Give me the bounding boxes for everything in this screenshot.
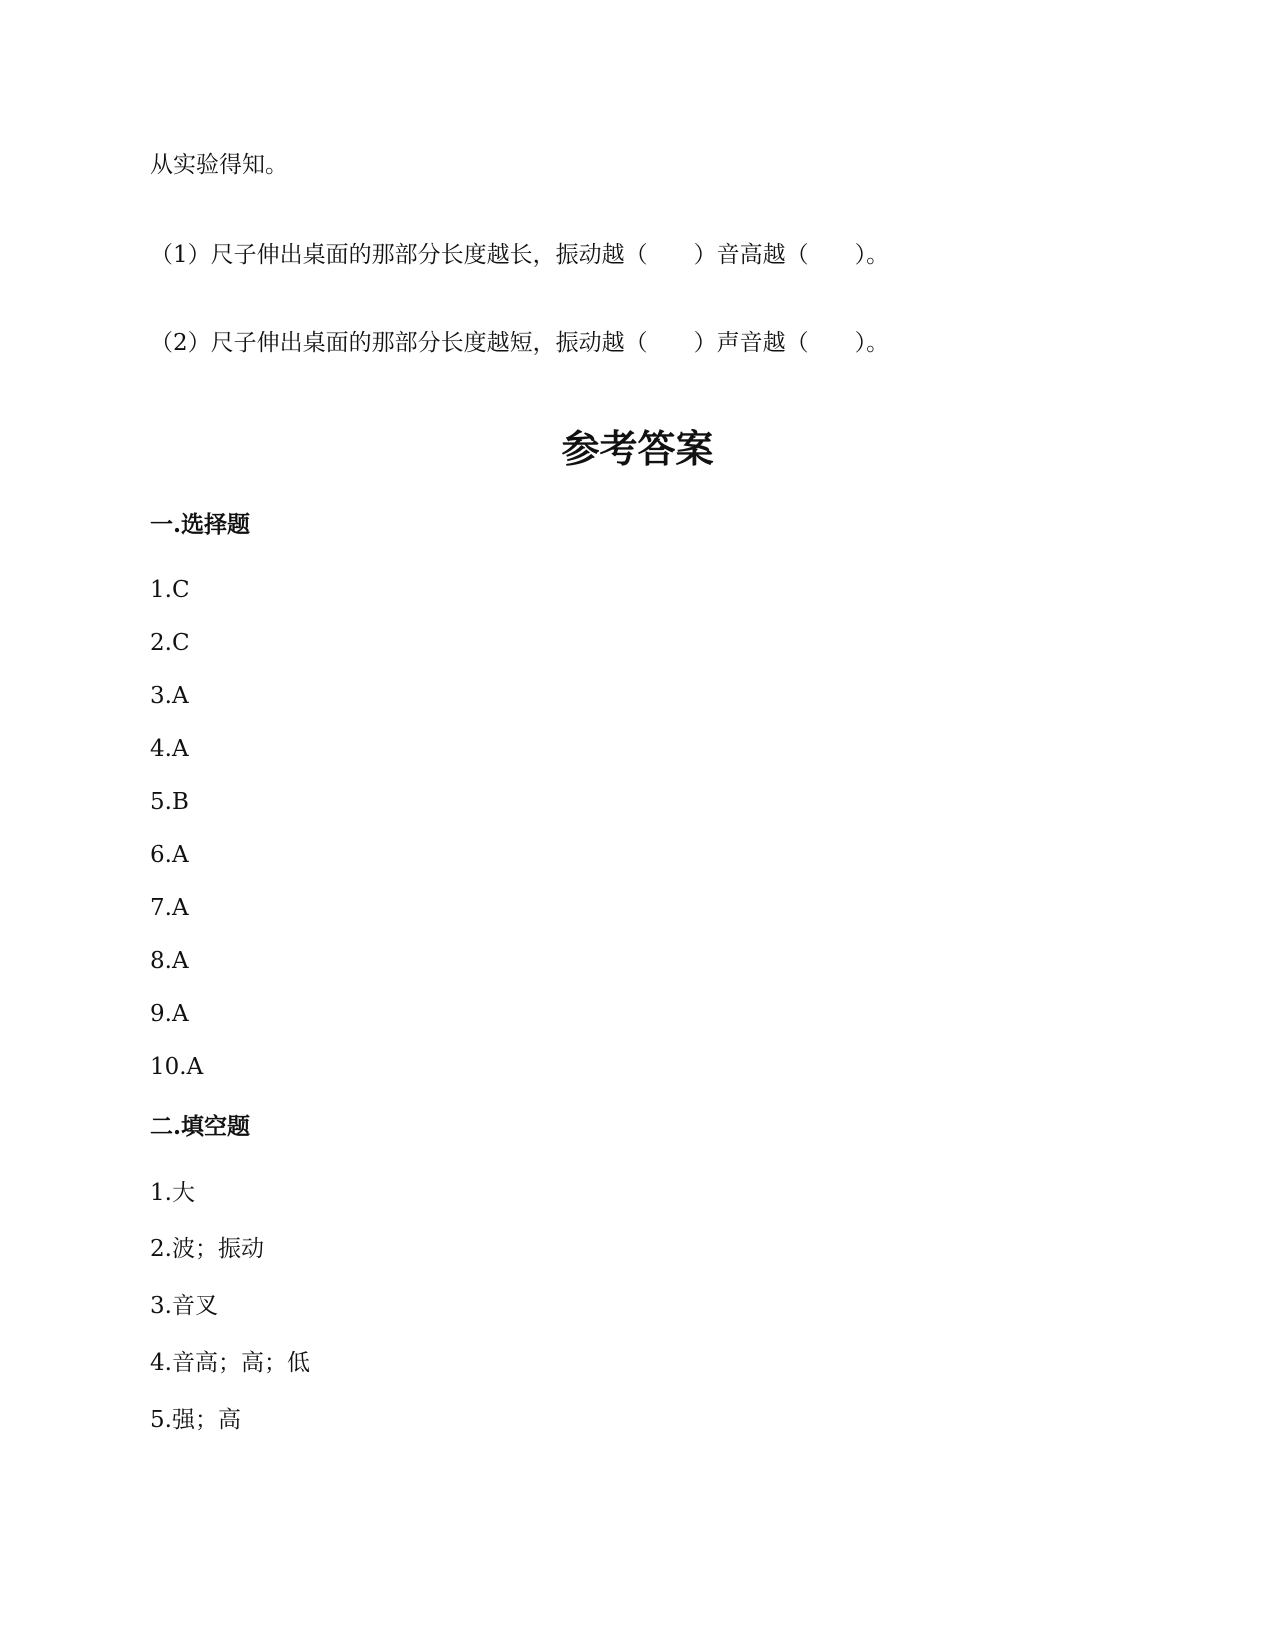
- answer-item: 4.音高；高；低: [150, 1350, 310, 1376]
- answer-item: 10.A: [150, 1054, 204, 1080]
- answers-title: 参考答案: [561, 426, 714, 471]
- answer-item: 4.A: [150, 736, 189, 762]
- answer-item: 2.波；振动: [150, 1236, 264, 1262]
- question-intro: 从实验得知。: [150, 152, 288, 178]
- answer-item: 3.音叉: [150, 1293, 218, 1319]
- section-heading-fill: 二.填空题: [150, 1113, 251, 1140]
- answer-item: 1.大: [150, 1180, 195, 1206]
- answer-item: 2.C: [150, 630, 190, 656]
- answer-item: 5.B: [150, 789, 189, 815]
- answer-item: 9.A: [150, 1001, 189, 1027]
- answer-item: 6.A: [150, 842, 189, 868]
- answer-item: 3.A: [150, 683, 189, 709]
- answer-item: 5.强；高: [150, 1407, 241, 1433]
- answer-item: 7.A: [150, 895, 189, 921]
- section-heading-choice: 一.选择题: [150, 511, 251, 538]
- answer-item: 8.A: [150, 948, 189, 974]
- question-item-2: （2）尺子伸出桌面的那部分长度越短，振动越（ ）声音越（ ）。: [150, 330, 890, 356]
- question-item-1: （1）尺子伸出桌面的那部分长度越长，振动越（ ）音高越（ ）。: [150, 242, 890, 268]
- answer-item: 1.C: [150, 577, 190, 603]
